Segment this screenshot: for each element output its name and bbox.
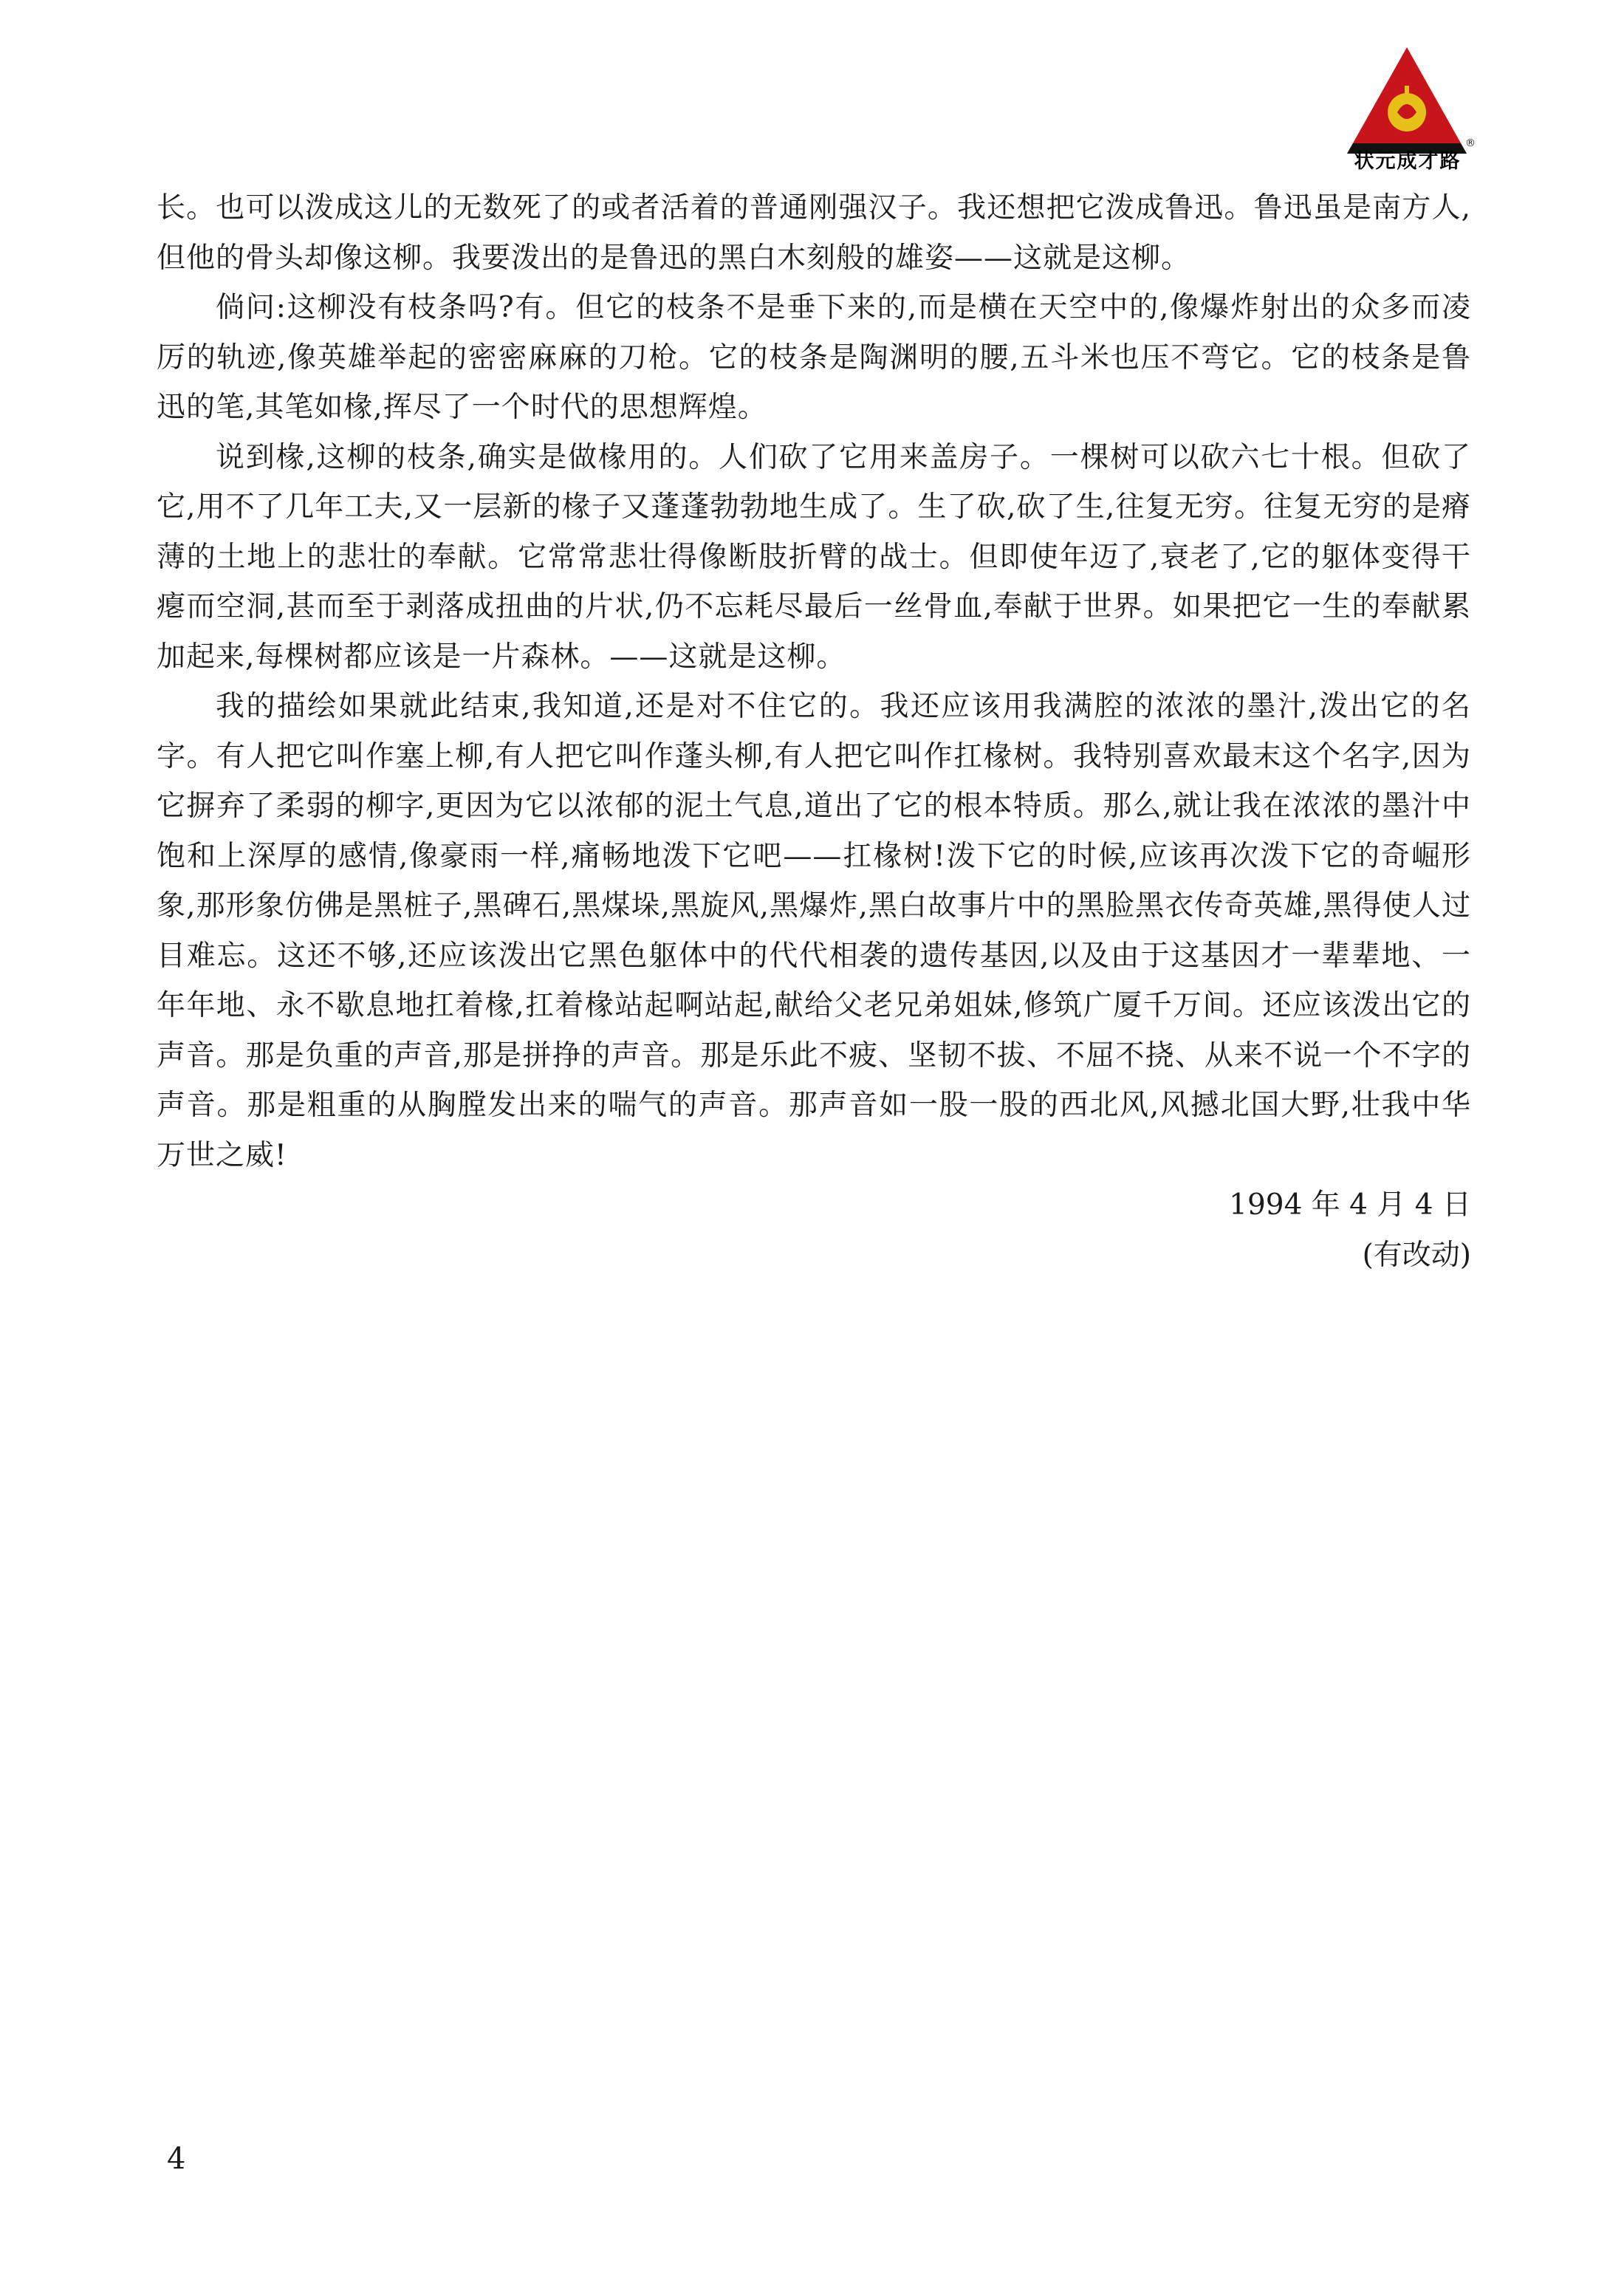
paragraph-1: 长。也可以泼成这儿的无数死了的或者活着的普通刚强汉子。我还想把它泼成鲁迅。鲁迅虽是南方人,但他的骨头却像这柳。我要泼出的是鲁迅的黑白木刻般的雄姿——这就是这柳。 bbox=[157, 191, 1471, 275]
paragraph-4: 我的描绘如果就此结束,我知道,还是对不住它的。我还应该用我满腔的浓浓的墨汁,泼出它的名字。有人把它叫作塞上柳,有人把它叫作蓬头柳,有人把它叫作扛椽树。我特别喜欢最末这个名字,因为它摒弃了柔弱的柳字,更因为它以浓郁的泥土气息,道出了它的根本特质。那么,就让我在浓浓的墨汁中饱和上深厚的感情,像豪雨一样,痛畅地泼下它吧——扛椽树!泼下它的时候,应该再次泼下它的奇崛形象,那形象仿佛是黑桩子,黑碑石,黑煤垛,黑旋风,黑爆炸,黑白故事片中的黑脸黑衣传奇英雄,黑得使人过目难忘。这还不够,还应该泼出它黑色躯体中的代代相袭的遗传基因,以及由于这基因才一辈辈地、一年年地、永不歇息地扛着椽,扛着椽站起啊站起,献给父老兄弟姐妹,修筑广厦千万间。还应该泼出它的声音。那是负重的声音,那是拼挣的声音。那是乐此不疲、坚韧不拔、不屈不挠、从来不说一个不字的声音。那是粗重的从胸膛发出来的喘气的声音。那声音如一股一股的西北风,风撼北国大野,壮我中华万世之威! bbox=[157, 690, 1471, 1172]
paragraph-3: 说到椽,这柳的枝条,确实是做椽用的。人们砍了它用来盖房子。一棵树可以砍六七十根。但砍了它,用不了几年工夫,又一层新的椽子又蓬蓬勃勃地生成了。生了砍,砍了生,往复无穷。往复无穷的是瘠薄的土地上的悲壮的奉献。它常常悲壮得像断肢折臂的战士。但即使年迈了,衰老了,它的躯体变得干瘪而空洞,甚而至于剥落成扭曲的片状,仍不忘耗尽最后一丝骨血,奉献于世界。如果把它一生的奉献累加起来,每棵树都应该是一片森林。——这就是这柳。 bbox=[157, 440, 1471, 674]
paragraph-2: 倘问:这柳没有枝条吗?有。但它的枝条不是垂下来的,而是横在天空中的,像爆炸射出的众多而凌厉的轨迹,像英雄举起的密密麻麻的刀枪。它的枝条是陶渊明的腰,五斗米也压不弯它。它的枝条是鲁迅的笔,其笔如椽,挥尽了一个时代的思想辉煌。 bbox=[157, 291, 1471, 424]
registered-mark: ® bbox=[1465, 137, 1476, 149]
article-body bbox=[157, 183, 1471, 1280]
page-number: 4 bbox=[167, 2142, 186, 2176]
article-date: 1994 年 4 月 4 日 bbox=[1229, 1188, 1471, 1222]
revision-note: (有改动) bbox=[1362, 1238, 1471, 1272]
brand-logo-text: 状元成才路 bbox=[1354, 150, 1462, 173]
logo-crown-icon bbox=[1405, 86, 1409, 95]
